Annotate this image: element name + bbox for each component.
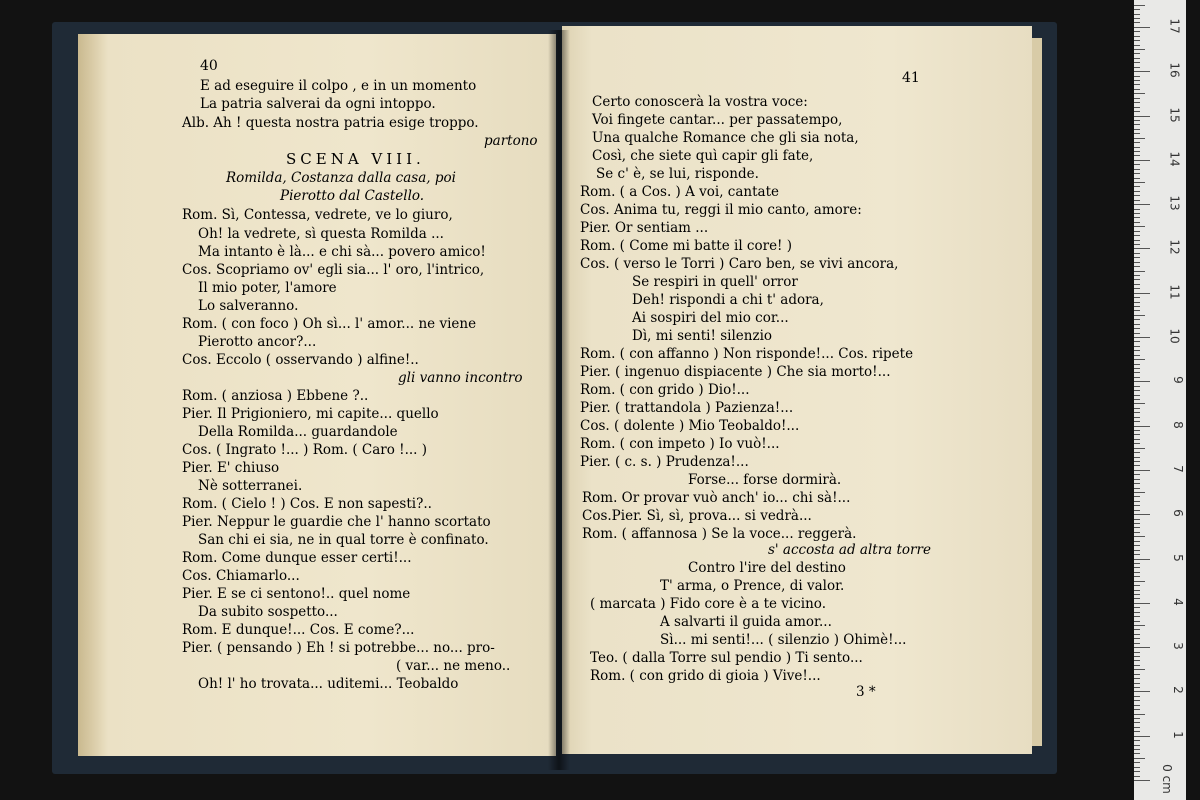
text-line: Rom. ( Come mi batte il core! ): [580, 238, 793, 254]
ruler-tick: [1134, 585, 1140, 586]
stage-direction: Pierotto dal Castello.: [280, 188, 425, 204]
stage-direction: Romilda, Costanza dalla casa, poi: [226, 170, 456, 186]
text-line: Cos. ( Ingrato !... ) Rom. ( Caro !... ): [182, 442, 428, 458]
ruler-tick: [1134, 683, 1140, 684]
ruler-tick: [1134, 652, 1140, 653]
ruler-label: 3: [1171, 642, 1186, 650]
ruler-tick: [1134, 240, 1140, 241]
text-line: Pier. Il Prigioniero, mi capite... quello: [182, 406, 439, 422]
ruler-tick: [1134, 545, 1140, 546]
ruler-tick: [1134, 736, 1150, 737]
ruler-tick: [1134, 80, 1140, 81]
ruler-tick: [1134, 297, 1140, 298]
text-line: Pier. Or sentiam ...: [580, 220, 709, 236]
text-line: Rom. ( affannosa ) Se la voce... reggerà.: [582, 526, 857, 542]
ruler-label: 4: [1171, 597, 1186, 606]
ruler-tick: [1134, 151, 1140, 152]
text-line: ( var... ne meno..: [396, 658, 511, 674]
left-page-number: 40: [200, 58, 218, 74]
text-line: Pier. ( c. s. ) Prudenza!...: [580, 454, 749, 470]
ruler-tick: [1134, 84, 1140, 85]
ruler-label: 14: [1167, 151, 1182, 167]
ruler-tick: [1134, 36, 1140, 37]
text-line: Deh! rispondi a chi t' adora,: [632, 292, 824, 308]
ruler-tick: [1134, 248, 1150, 249]
text-line: Rom. E dunque!... Cos. E come?...: [182, 622, 415, 638]
ruler-tick: [1134, 452, 1140, 453]
ruler-tick: [1134, 474, 1140, 475]
ruler-tick: [1134, 372, 1140, 373]
ruler-tick: [1134, 182, 1145, 183]
ruler-tick: [1134, 302, 1140, 303]
ruler-tick: [1134, 687, 1140, 688]
text-line: Rom. ( con grido di gioia ) Vive!...: [590, 668, 821, 684]
ruler-tick: [1134, 470, 1150, 471]
scene-heading: SCENA VIII.: [286, 150, 425, 168]
ruler-tick: [1134, 616, 1140, 617]
ruler-tick: [1134, 337, 1150, 338]
text-line: Rom. Come dunque esser certi!...: [182, 550, 412, 566]
text-line: Cos. Scopriamo ov' egli sia... l' oro, l'intrico,: [182, 262, 485, 278]
ruler-label: 2: [1171, 686, 1186, 695]
ruler-tick: [1134, 722, 1140, 723]
text-line: Pier. ( trattandola ) Pazienza!...: [580, 400, 794, 416]
ruler-tick: [1134, 142, 1140, 143]
ruler-tick: [1134, 209, 1140, 210]
ruler-tick: [1134, 18, 1140, 19]
ruler-tick: [1134, 776, 1140, 777]
text-line: Lo salveranno.: [198, 298, 299, 314]
ruler-tick: [1134, 124, 1140, 125]
text-line: Da subito sospetto...: [198, 604, 338, 620]
text-line: Cos. ( dolente ) Mio Teobaldo!...: [580, 418, 800, 434]
ruler-tick: [1134, 567, 1140, 568]
ruler-tick: [1134, 328, 1140, 329]
text-line: Forse... forse dormirà.: [688, 472, 842, 488]
ruler-tick: [1134, 368, 1140, 369]
ruler-tick: [1134, 412, 1140, 413]
ruler-tick: [1134, 164, 1140, 165]
ruler-tick: [1134, 315, 1145, 316]
ruler-tick: [1134, 244, 1140, 245]
text-line: Cos. Chiamarlo...: [182, 568, 300, 584]
ruler-tick: [1134, 581, 1145, 582]
text-line: Rom. ( Cielo ! ) Cos. E non sapesti?..: [182, 496, 432, 512]
text-line: Oh! l' ho trovata... uditemi... Teobaldo: [198, 676, 459, 692]
ruler-tick: [1134, 501, 1140, 502]
ruler-tick: [1134, 98, 1140, 99]
ruler-tick: [1134, 705, 1140, 706]
ruler-tick: [1134, 266, 1140, 267]
text-line: Certo conoscerà la vostra voce:: [592, 94, 808, 110]
ruler-label: 5: [1171, 553, 1186, 562]
ruler-tick: [1134, 496, 1140, 497]
ruler-tick: [1134, 572, 1140, 573]
text-line: Cos.Pier. Sì, sì, prova... si vedrà...: [582, 508, 812, 524]
ruler-tick: [1134, 417, 1140, 418]
ruler-tick: [1134, 421, 1140, 422]
ruler-tick: [1134, 226, 1145, 227]
text-line: Oh! la vedrete, sì questa Romilda ...: [198, 226, 444, 242]
ruler-tick: [1134, 563, 1140, 564]
ruler-label: 6: [1171, 509, 1186, 518]
ruler-tick: [1134, 169, 1140, 170]
text-line: Pierotto ancor?...: [198, 334, 317, 350]
ruler-tick: [1134, 355, 1140, 356]
ruler-tick: [1134, 691, 1150, 692]
text-line: Cos. Eccolo ( osservando ) alfine!..: [182, 352, 419, 368]
ruler-tick: [1134, 253, 1140, 254]
text-line: ( marcata ) Fido core è a te vicino.: [590, 596, 826, 612]
ruler-tick: [1134, 483, 1140, 484]
ruler-label: 12: [1167, 239, 1182, 256]
text-line: Cos. ( verso le Torri ) Caro ben, se vivi ancora,: [580, 256, 899, 272]
text-line: Pier. ( ingenuo dispiacente ) Che sia morto!...: [580, 364, 891, 380]
ruler-tick: [1134, 324, 1140, 325]
ruler-tick: [1134, 71, 1150, 72]
ruler-tick: [1134, 576, 1140, 577]
ruler-label: 17: [1167, 18, 1182, 34]
ruler-tick: [1134, 541, 1140, 542]
text-line: La patria salverai da ogni intoppo.: [200, 96, 436, 112]
text-line: Rom. ( con affanno ) Non risponde!... Cos. ripete: [580, 346, 914, 362]
ruler-tick: [1134, 173, 1140, 174]
ruler-tick: [1134, 709, 1140, 710]
ruler-tick: [1134, 408, 1140, 409]
stage-direction: partono: [484, 133, 538, 149]
ruler-tick: [1134, 439, 1140, 440]
text-line: Contro l'ire del destino: [688, 560, 846, 576]
ruler-tick: [1134, 758, 1145, 759]
text-line: Ai sospiri del mio cor...: [632, 310, 789, 326]
ruler-tick: [1134, 257, 1140, 258]
text-line: San chi ei sia, ne in qual torre è confinato.: [198, 532, 489, 548]
ruler-tick: [1134, 5, 1145, 6]
ruler-tick: [1134, 523, 1140, 524]
ruler-tick: [1134, 310, 1140, 311]
ruler-tick: [1134, 390, 1140, 391]
ruler-tick: [1134, 111, 1140, 112]
ruler-tick: [1134, 49, 1145, 50]
text-line: Rom. ( a Cos. ) A voi, cantate: [580, 184, 779, 200]
ruler-tick: [1134, 643, 1140, 644]
ruler-tick: [1134, 306, 1140, 307]
ruler-tick: [1134, 89, 1140, 90]
ruler-tick: [1134, 612, 1140, 613]
ruler-tick: [1134, 288, 1140, 289]
ruler-tick: [1134, 191, 1140, 192]
ruler-tick: [1134, 386, 1140, 387]
ruler-tick: [1134, 350, 1140, 351]
ruler-tick: [1134, 718, 1140, 719]
ruler-tick: [1134, 767, 1140, 768]
ruler-tick: [1134, 147, 1140, 148]
text-line: Il mio poter, l'amore: [198, 280, 337, 296]
ruler-tick: [1134, 204, 1150, 205]
ruler-tick: [1134, 727, 1140, 728]
text-line: Rom. ( con foco ) Oh sì... l' amor... ne viene: [182, 316, 477, 332]
ruler-tick: [1134, 550, 1140, 551]
ruler-tick: [1134, 492, 1145, 493]
ruler-tick: [1134, 603, 1150, 604]
ruler-tick: [1134, 479, 1140, 480]
ruler-tick: [1134, 9, 1140, 10]
ruler-tick: [1134, 594, 1140, 595]
text-line: Pier. E se ci sentono!.. quel nome: [182, 586, 411, 602]
ruler-tick: [1134, 430, 1140, 431]
ruler-tick: [1134, 753, 1140, 754]
ruler-tick: [1134, 465, 1140, 466]
ruler-tick: [1134, 395, 1140, 396]
ruler-tick: [1134, 731, 1140, 732]
ruler-tick: [1134, 625, 1145, 626]
text-line: Pier. E' chiuso: [182, 460, 280, 476]
text-line: Teo. ( dalla Torre sul pendio ) Ti sento...: [590, 650, 863, 666]
ruler-tick: [1134, 674, 1140, 675]
ruler-tick: [1134, 590, 1140, 591]
ruler-tick: [1134, 14, 1140, 15]
ruler-tick: [1134, 554, 1140, 555]
text-line: Cos. Anima tu, reggi il mio canto, amore:: [580, 202, 862, 218]
text-line: A salvarti il guida amor...: [660, 614, 832, 630]
ruler-tick: [1134, 76, 1140, 77]
ruler-tick: [1134, 638, 1140, 639]
text-line: Sì... mi senti!... ( silenzio ) Ohimè!...: [660, 632, 907, 648]
text-line: Così, che siete quì capir gli fate,: [592, 148, 814, 164]
ruler-tick: [1134, 399, 1140, 400]
ruler-tick: [1134, 377, 1140, 378]
ruler-tick: [1134, 426, 1150, 427]
ruler-tick: [1134, 160, 1150, 161]
ruler-tick: [1134, 22, 1140, 23]
text-line: Una qualche Romance che gli sia nota,: [592, 130, 859, 146]
ruler-tick: [1134, 669, 1145, 670]
ruler-tick: [1134, 443, 1140, 444]
ruler-tick: [1134, 213, 1140, 214]
ruler-tick: [1134, 279, 1140, 280]
ruler-tick: [1134, 559, 1150, 560]
text-line: Rom. ( anziosa ) Ebbene ?..: [182, 388, 369, 404]
ruler-tick: [1134, 155, 1140, 156]
ruler-tick: [1134, 293, 1150, 294]
ruler-tick: [1134, 665, 1140, 666]
text-line: E ad eseguire il colpo , e in un momento: [200, 78, 477, 94]
text-line: Alb. Ah ! questa nostra patria esige troppo.: [182, 115, 479, 131]
ruler-tick: [1134, 27, 1150, 28]
ruler-tick: [1134, 505, 1140, 506]
ruler-tick: [1134, 58, 1140, 59]
ruler-tick: [1134, 514, 1150, 515]
ruler-tick: [1134, 133, 1140, 134]
ruler-label: 16: [1167, 62, 1182, 78]
ruler-tick: [1134, 62, 1140, 63]
ruler-label: 10: [1167, 328, 1182, 344]
ruler-tick: [1134, 107, 1140, 108]
ruler-tick: [1134, 780, 1150, 781]
ruler-tick: [1134, 364, 1140, 365]
ruler-tick: [1134, 40, 1140, 41]
ruler-tick: [1134, 714, 1145, 715]
ruler-tick: [1134, 319, 1140, 320]
ruler-tick: [1134, 222, 1140, 223]
text-line: Nè sotterranei.: [198, 478, 303, 494]
ruler-tick: [1134, 771, 1140, 772]
ruler-tick: [1134, 45, 1140, 46]
ruler-tick: [1134, 138, 1145, 139]
ruler-label: 7: [1171, 465, 1186, 473]
text-line: Voi fingete cantar... per passatempo,: [592, 112, 843, 128]
ruler-tick: [1134, 488, 1140, 489]
text-line: Se c' è, se lui, risponde.: [596, 166, 759, 182]
text-line: Ma intanto è là... e chi sà... povero amico!: [198, 244, 486, 260]
ruler-tick: [1134, 740, 1140, 741]
ruler-tick: [1134, 629, 1140, 630]
ruler-tick: [1134, 527, 1140, 528]
ruler-label: 9: [1171, 376, 1186, 385]
ruler-tick: [1134, 660, 1140, 661]
text-line: T' arma, o Prence, di valor.: [660, 578, 845, 594]
ruler-tick: [1134, 31, 1140, 32]
ruler-tick: [1134, 178, 1140, 179]
ruler-tick: [1134, 678, 1140, 679]
ruler-tick: [1134, 186, 1140, 187]
ruler-tick: [1134, 461, 1140, 462]
ruler-tick: [1134, 333, 1140, 334]
ruler-tick: [1134, 341, 1140, 342]
ruler-tick: [1134, 700, 1140, 701]
ruler-tick: [1134, 510, 1140, 511]
ruler-tick: [1134, 262, 1140, 263]
ruler-tick: [1134, 536, 1145, 537]
ruler-label: 11: [1167, 284, 1182, 300]
right-page-number: 41: [902, 70, 920, 86]
ruler-tick: [1134, 67, 1140, 68]
ruler-tick: [1134, 634, 1140, 635]
ruler-tick: [1134, 448, 1145, 449]
ruler-label: 15: [1167, 106, 1182, 123]
ruler-tick: [1134, 762, 1140, 763]
text-line: Pier. Neppur le guardie che l' hanno scortato: [182, 514, 491, 530]
ruler-tick: [1134, 745, 1140, 746]
stage-direction: s' accosta ad altra torre: [768, 542, 931, 558]
ruler-label: 8: [1171, 420, 1186, 429]
text-line: Rom. ( con grido ) Dio!...: [580, 382, 750, 398]
ruler-label: 13: [1167, 195, 1182, 211]
ruler-tick: [1134, 696, 1140, 697]
ruler-tick: [1134, 116, 1150, 117]
text-line: Rom. Sì, Contessa, vedrete, ve lo giuro,: [182, 207, 453, 223]
ruler-tick: [1134, 102, 1140, 103]
ruler-tick: [1134, 607, 1140, 608]
text-line: Dì, mi senti! silenzio: [632, 328, 773, 344]
ruler-tick: [1134, 403, 1145, 404]
ruler-tick: [1134, 120, 1140, 121]
ruler-tick: [1134, 200, 1140, 201]
ruler-tick: [1134, 359, 1145, 360]
ruler-tick: [1134, 532, 1140, 533]
text-line: Della Romilda... guardandole: [198, 424, 398, 440]
ruler-tick: [1134, 129, 1140, 130]
ruler-tick: [1134, 53, 1140, 54]
text-line: Rom. Or provar vuò anch' io... chi sà!...: [582, 490, 851, 506]
ruler-tick: [1134, 647, 1150, 648]
ruler-label: 1: [1171, 730, 1186, 739]
ruler-tick: [1134, 346, 1140, 347]
text-line: Se respiri in quell' orror: [632, 274, 798, 290]
ruler-tick: [1134, 275, 1140, 276]
measurement-ruler: [1134, 0, 1186, 800]
stage-direction: gli vanno incontro: [398, 370, 523, 386]
text-line: Pier. ( pensando ) Eh ! si potrebbe... no... pro-: [182, 640, 495, 656]
ruler-tick: [1134, 656, 1140, 657]
book-gutter: [548, 30, 570, 770]
ruler-tick: [1134, 284, 1140, 285]
ruler-tick: [1134, 457, 1140, 458]
ruler-tick: [1134, 271, 1145, 272]
ruler-tick: [1134, 519, 1140, 520]
text-line: Rom. ( con impeto ) Io vuò!...: [580, 436, 780, 452]
signature-mark: 3 *: [856, 684, 876, 700]
ruler-tick: [1134, 381, 1150, 382]
ruler-tick: [1134, 598, 1140, 599]
ruler-tick: [1134, 434, 1140, 435]
ruler-tick: [1134, 93, 1145, 94]
ruler-tick: [1134, 231, 1140, 232]
ruler-label: 0 cm: [1160, 764, 1175, 794]
ruler-tick: [1134, 621, 1140, 622]
ruler-tick: [1134, 195, 1140, 196]
ruler-tick: [1134, 235, 1140, 236]
ruler-tick: [1134, 217, 1140, 218]
ruler-tick: [1134, 749, 1140, 750]
